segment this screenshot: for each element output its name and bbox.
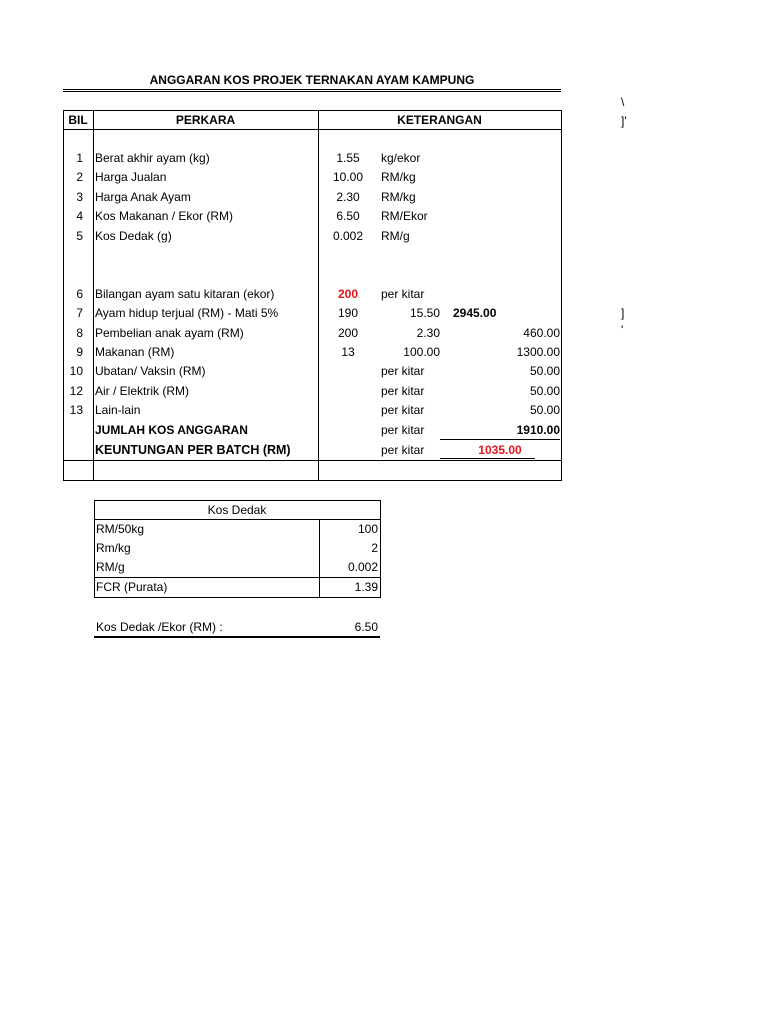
row-total: 50.00 — [529, 384, 560, 398]
dedak-value: 0.002 — [347, 560, 378, 574]
dedak-row-divider — [94, 577, 380, 578]
dedak-value: 100 — [357, 522, 378, 536]
title-underline — [63, 89, 561, 90]
profit-value: 1035.00 — [478, 443, 522, 457]
bottom-divider — [63, 460, 561, 461]
row-value: 1.55 — [336, 151, 360, 165]
row-rate: 15.50 — [409, 306, 440, 320]
row-perkara: Kos Makanan / Ekor (RM) — [95, 209, 234, 223]
row-bil: 10 — [69, 364, 83, 378]
row-total: 460.00 — [523, 326, 560, 340]
row-perkara: Ubatan/ Vaksin (RM) — [95, 364, 206, 378]
row-perkara: Air / Elektrik (RM) — [95, 384, 189, 398]
row-bil: 3 — [76, 190, 83, 204]
row-bil: 7 — [76, 306, 83, 320]
profit-underline — [440, 458, 535, 459]
row-perkara: Makanan (RM) — [95, 345, 175, 359]
dedak-header-divider — [94, 519, 380, 520]
dedak-title: Kos Dedak — [207, 503, 267, 517]
row-value-highlight: 200 — [337, 287, 359, 301]
row-perkara: Ayam hidup terjual (RM) - Mati 5% — [95, 306, 279, 320]
header-divider — [63, 129, 561, 130]
row-bil: 2 — [76, 170, 83, 184]
row-perkara: Berat akhir ayam (kg) — [95, 151, 210, 165]
row-rate: 100.00 — [403, 345, 440, 359]
dedak-label: RM/50kg — [96, 522, 145, 536]
dedak-summary-value: 6.50 — [354, 620, 378, 634]
row-value: 10.00 — [332, 170, 364, 184]
row-unit: per kitar — [381, 364, 425, 378]
row-unit: RM/Ekor — [381, 209, 428, 223]
row-total: 50.00 — [529, 364, 560, 378]
dedak-summary-underline — [94, 636, 380, 638]
side-mark: ] — [621, 306, 625, 320]
side-mark: ]' — [621, 114, 627, 128]
row-perkara: Pembelian anak ayam (RM) — [95, 326, 244, 340]
row-unit: kg/ekor — [381, 151, 421, 165]
profit-label: KEUNTUNGAN PER BATCH (RM) — [95, 443, 291, 457]
row-value: 0.002 — [332, 229, 364, 243]
row-total: 1300.00 — [516, 345, 560, 359]
row-perkara: Bilangan ayam satu kitaran (ekor) — [95, 287, 275, 301]
row-value: 190 — [337, 306, 359, 320]
row-bil: 4 — [76, 209, 83, 223]
row-perkara: Harga Anak Ayam — [95, 190, 191, 204]
header-keterangan: KETERANGAN — [397, 113, 482, 127]
side-mark: \ — [621, 95, 625, 109]
row-unit: RM/kg — [381, 170, 416, 184]
row-bil: 12 — [69, 384, 83, 398]
title-underline-2 — [63, 91, 561, 92]
side-mark: ' — [621, 323, 624, 337]
row-bil: 1 — [76, 151, 83, 165]
row-unit: per kitar — [381, 384, 425, 398]
dedak-value: 1.39 — [354, 580, 378, 594]
row-unit: per kitar — [381, 287, 425, 301]
row-bil: 6 — [76, 287, 83, 301]
dedak-label: FCR (Purata) — [96, 580, 168, 594]
page-title: ANGGARAN KOS PROJEK TERNAKAN AYAM KAMPUNG — [149, 73, 475, 87]
row-perkara: Lain-lain — [95, 403, 141, 417]
row-perkara: Kos Dedak (g) — [95, 229, 172, 243]
row-bil: 13 — [69, 403, 83, 417]
row-value: 6.50 — [336, 209, 360, 223]
row-perkara: Harga Jualan — [95, 170, 167, 184]
row-unit: RM/kg — [381, 190, 416, 204]
dedak-label: Rm/kg — [96, 541, 131, 555]
row-value: 2.30 — [336, 190, 360, 204]
row-income: 2945.00 — [453, 306, 497, 320]
total-value: 1910.00 — [516, 423, 560, 437]
profit-unit: per kitar — [381, 443, 425, 457]
row-rate: 2.30 — [416, 326, 440, 340]
header-bil: BIL — [68, 113, 88, 127]
total-label: JUMLAH KOS ANGGARAN — [95, 423, 248, 437]
row-value: 200 — [337, 326, 359, 340]
col-divider — [93, 110, 94, 480]
dedak-summary-label: Kos Dedak /Ekor (RM) : — [96, 620, 223, 634]
row-unit: RM/g — [381, 229, 410, 243]
header-perkara: PERKARA — [175, 113, 236, 127]
total-underline — [440, 439, 560, 440]
row-total: 50.00 — [529, 403, 560, 417]
total-unit: per kitar — [381, 423, 425, 437]
row-bil: 9 — [76, 345, 83, 359]
dedak-label: RM/g — [96, 560, 125, 574]
row-bil: 5 — [76, 229, 83, 243]
row-bil: 8 — [76, 326, 83, 340]
row-value: 13 — [341, 345, 355, 359]
row-unit: per kitar — [381, 403, 425, 417]
dedak-value: 2 — [371, 541, 378, 555]
